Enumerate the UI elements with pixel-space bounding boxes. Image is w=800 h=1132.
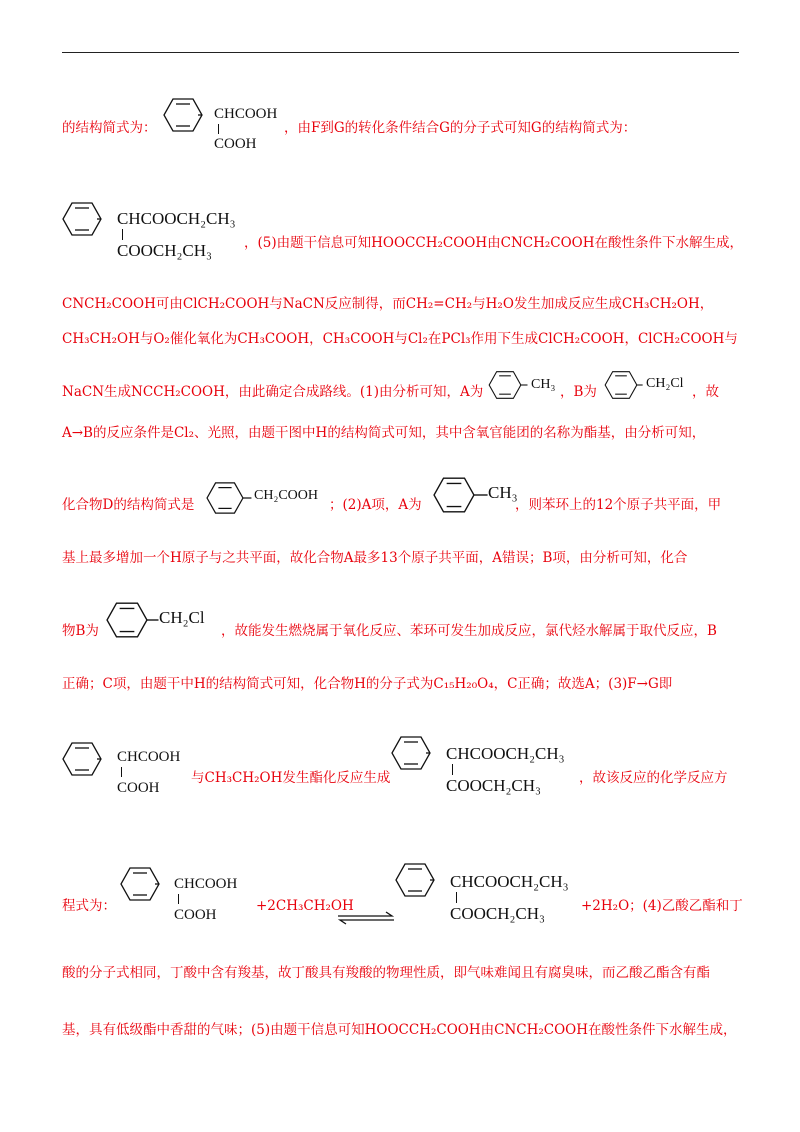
bond-line (218, 124, 219, 134)
text-line: ，(5)由题干信息可知HOOCCH₂COOH由CNCH₂COOH在酸性条件下水解生成， (244, 235, 744, 251)
formula-cooet: COOCH₂CH₃ (450, 904, 545, 923)
formula-chcooet: CHCOOCH₂CH₃ (450, 872, 569, 891)
formula-cooh: COOH (117, 780, 160, 796)
text-line: ，故能发生燃烧属于氧化反应、苯环可发生加成反应，氯代烃水解属于取代反应，B (221, 623, 717, 639)
benzene-ring-icon (62, 201, 102, 237)
text-line: ；(2)A项，A为 (329, 497, 422, 513)
text-line: 基上最多增加一个H原子与之共平面，故化合物A最多13个原子共平面，A错误；B项，由分析可知，化合 (62, 550, 688, 566)
bond-line (178, 894, 179, 904)
text-line: 酸的分子式相同，丁酸中含有羧基，故丁酸具有羧酸的物理性质，即气味难闻且有腐臭味，而乙酸乙酯含有酯 (62, 965, 710, 981)
text-line: ，故 (692, 384, 719, 400)
benzene-ring-icon (206, 481, 244, 515)
header-rule (62, 52, 739, 53)
formula-chcooet: CHCOOCH₂CH₃ (446, 744, 565, 763)
formula-chcooh: CHCOOH (214, 106, 278, 122)
formula-ch2cl: CH₂Cl (159, 608, 205, 627)
benzene-ring-icon (488, 370, 522, 400)
formula-ch3: CH₃ (488, 483, 518, 502)
bond-line (456, 892, 457, 903)
bond-line (122, 229, 123, 240)
text-line: ，由F到G的转化条件结合G的分子式可知G的结构简式为： (284, 120, 637, 136)
text-line: CH₃CH₂OH与O₂催化氧化为CH₃COOH，CH₃COOH与Cl₂在PCl₃作用下生成ClCH₂COOH，ClCH₂COOH与 (62, 331, 738, 347)
text-line: 化合物D的结构简式是 (62, 497, 195, 513)
text-line: 正确；C项，由题干中H的结构简式可知，化合物H的分子式为C₁₅H₂₀O₄，C正确；故选A；(3)F→G即 (62, 676, 673, 692)
formula-ch3: CH₃ (531, 377, 556, 392)
text-line: +2H₂O；(4)乙酸乙酯和丁 (581, 898, 743, 914)
bond-line (452, 764, 453, 775)
text-line: ，B为 (560, 384, 597, 400)
formula-cooh: COOH (214, 136, 257, 152)
text-line: 基，具有低级酯中香甜的气味；(5)由题干信息可知HOOCCH₂COOH由CNCH₂COOH在酸性条件下水解生成， (62, 1022, 737, 1038)
benzene-ring-icon (106, 601, 148, 639)
text-line: CNCH₂COOH可由ClCH₂COOH与NaCN反应制得，而CH₂=CH₂与H₂O发生加成反应生成CH₃CH₂OH， (62, 296, 714, 312)
formula-chcooet: CHCOOCH₂CH₃ (117, 209, 236, 228)
text-line: ，故该反应的化学反应方 (579, 770, 728, 786)
benzene-ring-icon (62, 741, 102, 777)
equilibrium-arrow-icon (336, 912, 396, 924)
formula-ch2cl: CH₂Cl (646, 376, 684, 391)
benzene-ring-icon (604, 370, 638, 400)
benzene-ring-icon (391, 735, 431, 771)
text-line: 程式为： (62, 898, 116, 914)
formula-cooet: COOCH₂CH₃ (446, 776, 541, 795)
text-line: NaCN生成NCCH₂COOH，由此确定合成路线。(1)由分析可知，A为 (62, 384, 484, 400)
benzene-ring-icon (163, 97, 203, 133)
benzene-ring-icon (433, 476, 475, 514)
formula-cooh: COOH (174, 907, 217, 923)
bond-line (121, 767, 122, 777)
formula-ch2cooh: CH₂COOH (254, 488, 318, 503)
text-line: 与CH₃CH₂OH发生酯化反应生成 (191, 770, 391, 786)
text-line: +2CH₃CH₂OH (256, 898, 354, 914)
formula-cooet: COOCH₂CH₃ (117, 241, 212, 260)
benzene-ring-icon (395, 862, 435, 898)
text-line: A→B的反应条件是Cl₂、光照，由题干图中H的结构简式可知，其中含氧官能团的名称为酯基，由分析可知， (62, 425, 706, 441)
benzene-ring-icon (120, 866, 160, 902)
formula-chcooh: CHCOOH (117, 749, 181, 765)
text-line: 的结构简式为： (62, 120, 157, 136)
text-line: 物B为 (62, 623, 99, 639)
formula-chcooh: CHCOOH (174, 876, 238, 892)
text-line: ，则苯环上的12个原子共平面，甲 (515, 497, 722, 513)
